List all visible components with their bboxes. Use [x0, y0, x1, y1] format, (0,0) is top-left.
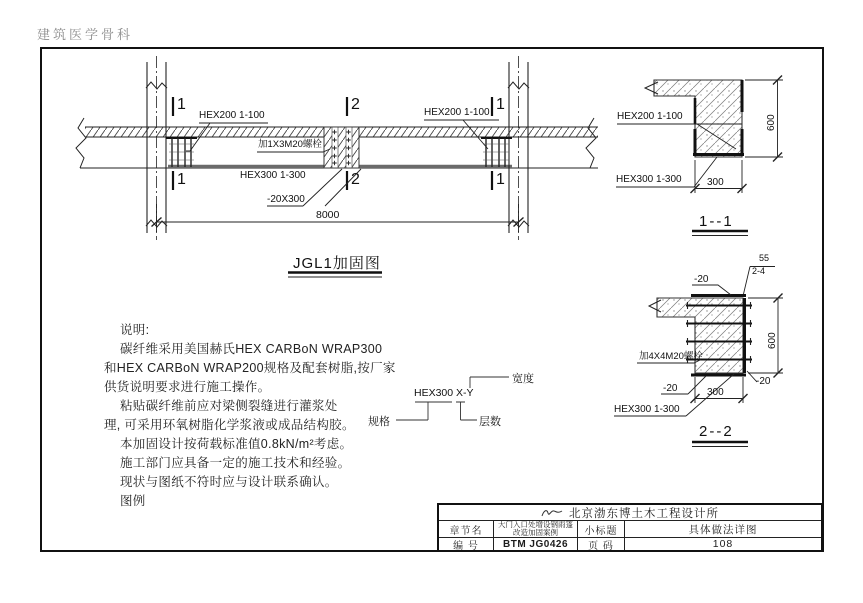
s2-plate-top-label: -20 [694, 274, 709, 285]
section-mark-1: 1 [496, 171, 505, 188]
legend-spec-label: 规格 [368, 416, 390, 428]
s2-title: 2--2 [699, 423, 734, 440]
section-mark-1: 1 [177, 96, 186, 113]
s1-height-dimension: 600 [766, 114, 777, 131]
notes-line: 说明: [120, 323, 150, 337]
s2-weld-count-label: 2-4 [752, 266, 766, 276]
s1-title: 1--1 [699, 213, 734, 230]
title-block-row-2 [439, 521, 821, 538]
title-block-row-3 [439, 538, 821, 550]
page-label: 页 码 [578, 538, 625, 550]
legend-layers-label: 层数 [479, 416, 501, 428]
s2-hex300-label: HEX300 1-300 [614, 404, 680, 415]
s2-width-dimension: 300 [707, 387, 724, 398]
s2-weld-size-label: 55 [759, 253, 770, 263]
s2-height-dimension: 600 [767, 332, 778, 349]
chapter-value-line2: 改造加固案例 [513, 528, 558, 537]
notes-line: 和HEX CARBoN WRAP200规格及配套树脂,按厂家 [104, 361, 396, 375]
watermark-text: 建筑医学骨科 [37, 27, 134, 42]
plan-drawing [76, 56, 598, 277]
plan-bolts-label: 加1X3M20螺栓 [258, 139, 322, 150]
section-mark-1: 1 [496, 96, 505, 113]
title-block-company-row [439, 505, 821, 521]
notes-line: 粘贴碳纤维前应对梁侧裂缝进行灌浆处 [120, 399, 338, 413]
section-mark-2: 2 [351, 96, 360, 113]
plan-hex300-label: HEX300 1-300 [240, 170, 306, 181]
plan-plate-label: -20X300 [267, 194, 305, 205]
company-name: 北京渤东博土木工程设计所 [569, 507, 719, 520]
legend-width-label: 宽度 [512, 373, 534, 385]
page-value: 108 [712, 538, 734, 550]
s2-plate-bottom-label: -20 [663, 383, 678, 394]
chapter-value [494, 521, 578, 537]
chapter-value-line1: 大门入口处增设钢雨篷 [498, 520, 573, 529]
notes-line: 图例 [120, 494, 146, 508]
number-value: BTM JG0426 [494, 538, 578, 550]
company-logo-icon [541, 507, 563, 518]
notes-line: 施工部门应具备一定的施工技术和经验。 [120, 456, 351, 470]
section-mark-2: 2 [351, 171, 360, 188]
section-mark-1: 1 [177, 171, 186, 188]
subtitle-value: 具体做法详图 [688, 523, 758, 536]
notes-line: 供货说明要求进行施工操作。 [104, 380, 271, 394]
plan-title: JGL1加固图 [293, 255, 381, 272]
notes-line: 碳纤维采用美国赫氏HEX CARBoN WRAP300 [120, 342, 383, 356]
plan-span-dimension: 8000 [316, 209, 340, 221]
plan-hex200-right-label: HEX200 1-100 [424, 107, 490, 118]
s1-width-dimension: 300 [707, 177, 724, 188]
chapter-label: 章节名 [439, 521, 494, 537]
s1-hex300-label: HEX300 1-300 [616, 174, 682, 185]
plan-hex200-left-label: HEX200 1-100 [199, 110, 265, 121]
number-label: 编 号 [439, 538, 494, 550]
s2-bolts-label: 加4X4M20螺栓 [639, 351, 703, 362]
notes-line: 现状与图纸不符时应与设计联系确认。 [120, 475, 338, 489]
s1-hex200-label: HEX200 1-100 [617, 111, 683, 122]
notes-line: 本加固设计按荷载标准值0.8kN/m²考虑。 [120, 437, 353, 451]
title-block [437, 503, 823, 552]
subtitle-label: 小标题 [578, 521, 625, 537]
section-1-1-drawing [616, 76, 783, 236]
s2-plate-right-label: -20 [756, 376, 771, 387]
notes-line: 理, 可采用环氧树脂化学浆液或成品结构胶。 [104, 418, 355, 432]
legend-formula: HEX300 X-Y [414, 387, 474, 399]
